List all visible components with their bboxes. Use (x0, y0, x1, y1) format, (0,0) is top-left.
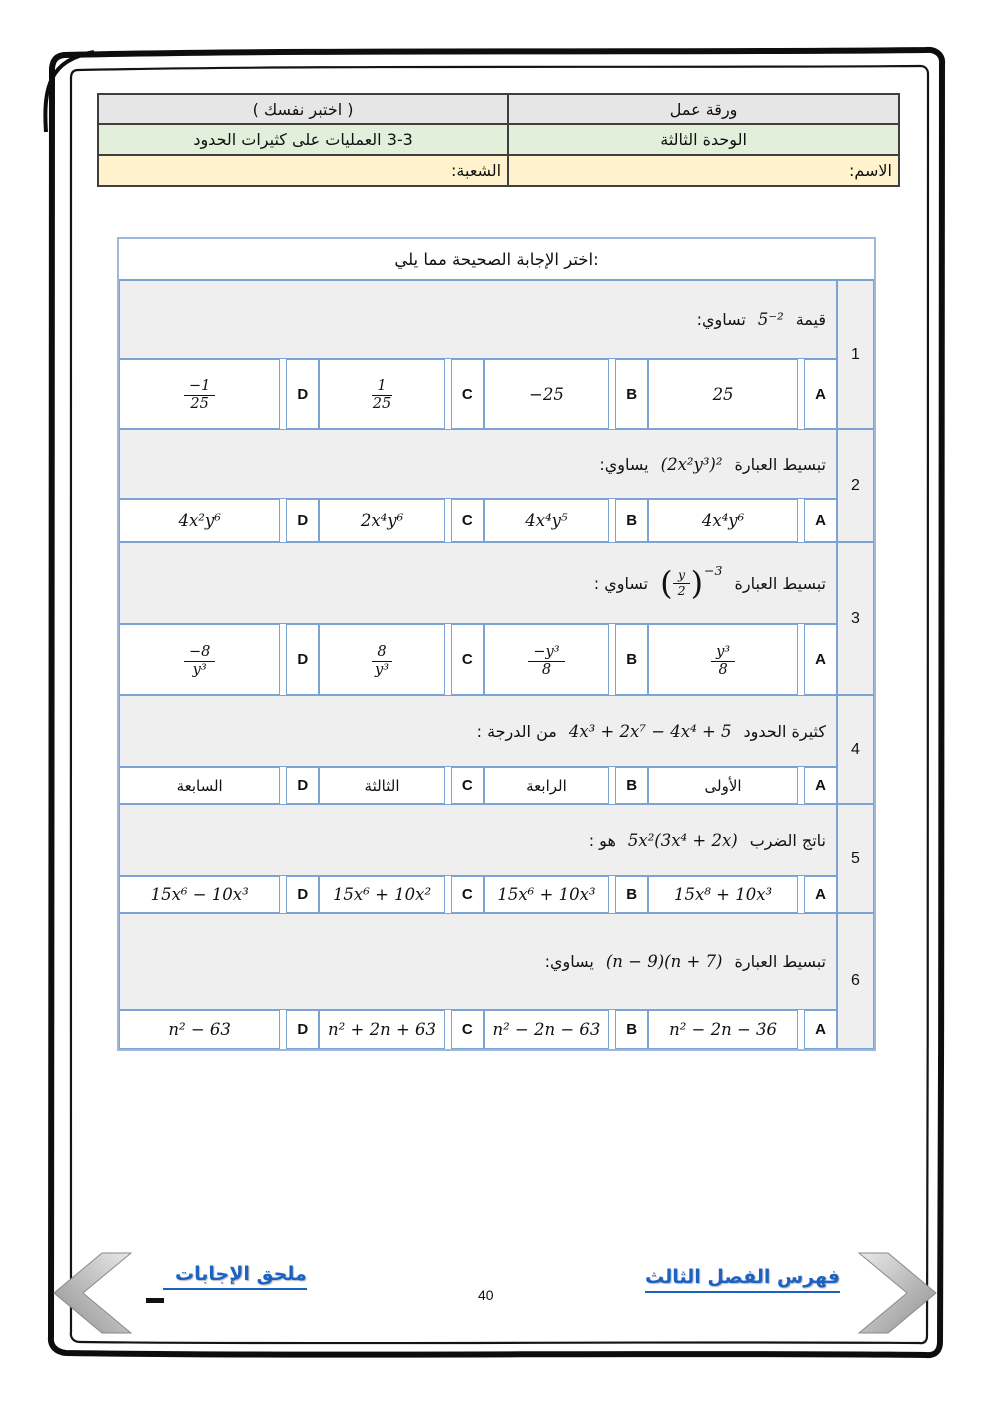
question-1 (119, 280, 874, 429)
stem-text: يساوي: (544, 952, 594, 971)
stem-text: يساوي: (599, 454, 649, 474)
question-1-option-a (648, 359, 837, 429)
option-d-answer: السابعة (119, 767, 280, 804)
option-a-answer: n² − 2n − 36 (648, 1010, 798, 1049)
option-a-label: A (804, 499, 837, 542)
lesson-cell (98, 124, 508, 155)
option-c-answer: 15x⁶ + 10x² (319, 876, 444, 913)
question-3-option-d (119, 624, 319, 695)
option-b-label: B (615, 624, 648, 695)
option-c-label: C (451, 624, 484, 695)
stem-text: تبسيط العبارة (734, 952, 826, 971)
answers-appendix-link[interactable]: ملحق الإجابات (163, 1263, 307, 1290)
stem-text: تساوي: (696, 310, 746, 329)
option-c-answer: $\frac{1}{25}$ (319, 359, 444, 429)
option-a-answer: 4x⁴y⁶ (648, 499, 798, 542)
stem-math: 5x²(3x⁴ + 2x) (627, 830, 738, 850)
question-5-stem (119, 804, 837, 876)
underline-dash (146, 1298, 164, 1303)
next-chapter-chevron-icon[interactable] (852, 1248, 940, 1336)
unit-label: الوحدة الثالثة (660, 130, 747, 149)
question-6-number: 6 (837, 913, 874, 1049)
question-6-option-c (319, 1010, 483, 1049)
option-d-label: D (286, 624, 319, 695)
question-3-option-b (484, 624, 648, 695)
section-field-cell (98, 155, 508, 186)
question-3-answers (119, 624, 837, 695)
option-d-answer: 4x²y⁶ (119, 499, 280, 542)
option-d-label: D (286, 499, 319, 542)
question-2-stem (119, 429, 837, 499)
question-5-option-b (484, 876, 648, 913)
question-3 (119, 542, 874, 695)
option-d-label: D (286, 359, 319, 429)
question-3-stem (119, 542, 837, 624)
stem-math: (2x²y³)² (660, 454, 723, 474)
question-5-option-d (119, 876, 319, 913)
question-5-option-a (648, 876, 837, 913)
option-b-label: B (615, 876, 648, 913)
info-row-3 (98, 155, 899, 186)
question-4-option-d (119, 767, 319, 804)
question-5-option-c (319, 876, 483, 913)
quiz-title: اختر الإجابة الصحيحة مما يلي: (119, 239, 874, 280)
question-2-option-b (484, 499, 648, 542)
question-4-option-b (484, 767, 648, 804)
option-b-answer: 15x⁶ + 10x³ (484, 876, 609, 913)
question-2-option-c (319, 499, 483, 542)
option-c-label: C (451, 876, 484, 913)
option-d-answer: 15x⁶ − 10x³ (119, 876, 280, 913)
question-6-option-b (484, 1010, 648, 1049)
quiz-table (117, 237, 876, 1051)
question-1-option-b (484, 359, 648, 429)
option-b-label: B (615, 359, 648, 429)
question-6-answers (119, 1010, 837, 1049)
question-3-option-a (648, 624, 837, 695)
question-4-number: 4 (837, 695, 874, 804)
stem-math: 4x³ + 2x⁷ − 4x⁴ + 5 (568, 721, 732, 741)
unit-cell (508, 124, 899, 155)
option-a-answer: الأولى (648, 767, 798, 804)
option-a-label: A (804, 876, 837, 913)
question-2-option-d (119, 499, 319, 542)
info-row-1 (98, 94, 899, 124)
stem-text: تبسيط العبارة (734, 573, 826, 593)
question-4-stem (119, 695, 837, 767)
option-a-answer: 25 (648, 359, 798, 429)
option-b-label: B (615, 767, 648, 804)
option-c-answer: الثالثة (319, 767, 444, 804)
name-field-cell (508, 155, 899, 186)
test-yourself-cell (98, 94, 508, 124)
stem-text: من الدرجة : (476, 721, 557, 741)
option-c-answer: 2x⁴y⁶ (319, 499, 444, 542)
option-b-answer: $\frac{\text{−y³}}{8}$ (484, 624, 609, 695)
option-d-label: D (286, 767, 319, 804)
question-4 (119, 695, 874, 804)
option-c-answer: n² + 2n + 63 (319, 1010, 444, 1049)
option-c-label: C (451, 1010, 484, 1049)
option-a-answer: $\frac{\text{y³}}{8}$ (648, 624, 798, 695)
question-4-option-c (319, 767, 483, 804)
test-yourself-label: ( اختبر نفسك ) (252, 99, 354, 119)
option-b-answer: 4x⁴y⁵ (484, 499, 609, 542)
question-2-answers (119, 499, 837, 542)
question-5-number: 5 (837, 804, 874, 913)
name-label: الاسم: (848, 161, 892, 180)
section-label: الشعبة: (451, 161, 502, 180)
question-5-answers (119, 876, 837, 913)
stem-math-fraction: ( $\frac{y}{2}$ ) −3 (660, 562, 723, 602)
question-2 (119, 429, 874, 542)
option-a-label: A (804, 1010, 837, 1049)
question-3-number: 3 (837, 542, 874, 695)
question-2-option-a (648, 499, 837, 542)
option-d-label: D (286, 1010, 319, 1049)
option-c-answer: $\frac{8}{\text{y³}}$ (319, 624, 444, 695)
stem-text: كثيرة الحدود (743, 721, 826, 741)
close-paren: ) (690, 563, 704, 602)
option-d-answer: $\frac{-1}{25}$ (119, 359, 280, 429)
question-2-number: 2 (837, 429, 874, 542)
question-1-answers (119, 359, 837, 429)
question-6-option-a (648, 1010, 837, 1049)
option-b-label: B (615, 1010, 648, 1049)
prev-section-chevron-icon[interactable] (50, 1248, 138, 1336)
option-c-label: C (451, 767, 484, 804)
option-b-label: B (615, 499, 648, 542)
open-paren: ( (660, 563, 673, 602)
stem-text: تساوي : (593, 573, 649, 593)
stem-text: هو : (588, 830, 616, 850)
stem-math: 5⁻² (757, 310, 784, 329)
question-6-option-d (119, 1010, 319, 1049)
option-c-label: C (451, 359, 484, 429)
question-1-number: 1 (837, 280, 874, 429)
worksheet-info-table (97, 93, 900, 187)
chapter-index-link[interactable]: فهرس الفصل الثالث (645, 1266, 840, 1293)
question-1-stem (119, 280, 837, 359)
question-3-option-c (319, 624, 483, 695)
option-a-label: A (804, 359, 837, 429)
option-d-answer: n² − 63 (119, 1010, 280, 1049)
worksheet-title: ورقة عمل (669, 99, 738, 119)
worksheet-title-cell (508, 94, 899, 124)
question-1-option-c (319, 359, 483, 429)
page-number: 40 (478, 1287, 494, 1303)
option-b-answer: الرابعة (484, 767, 609, 804)
question-1-option-d (119, 359, 319, 429)
stem-text: ناتج الضرب (749, 830, 826, 850)
stem-text: تبسيط العبارة (734, 454, 826, 474)
question-4-option-a (648, 767, 837, 804)
stem-text: قيمة (795, 310, 826, 329)
lesson-label: 3-3 العمليات على كثيرات الحدود (193, 130, 413, 149)
stem-math: (n − 9)(n + 7) (605, 952, 723, 971)
question-6 (119, 913, 874, 1049)
question-4-answers (119, 767, 837, 804)
option-b-answer: n² − 2n − 63 (484, 1010, 609, 1049)
option-c-label: C (451, 499, 484, 542)
option-a-answer: 15x⁸ + 10x³ (648, 876, 798, 913)
option-d-label: D (286, 876, 319, 913)
option-b-answer: −25 (484, 359, 609, 429)
option-a-label: A (804, 624, 837, 695)
question-6-stem (119, 913, 837, 1010)
option-a-label: A (804, 767, 837, 804)
option-d-answer: $\frac{-8}{\text{y³}}$ (119, 624, 280, 695)
question-5 (119, 804, 874, 913)
info-row-2 (98, 124, 899, 155)
